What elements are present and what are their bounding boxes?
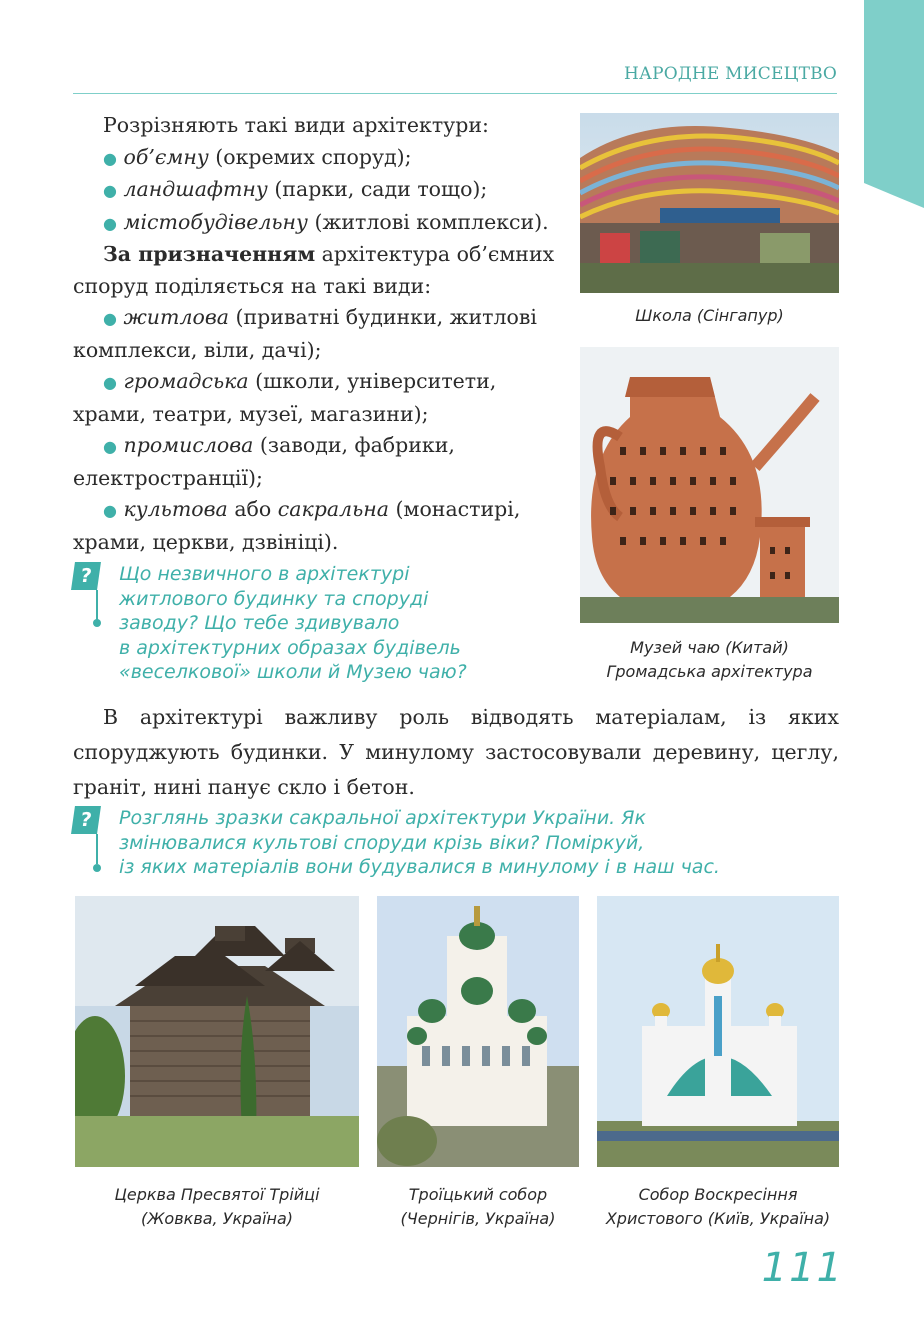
question-box-1 xyxy=(73,562,543,687)
bullet-icon: ● xyxy=(103,437,117,456)
bullet-item: ● житлова (приватні будинки, житлові комплекси, віли, дачі); xyxy=(73,305,537,362)
tea-museum-photo xyxy=(580,347,839,623)
bullet-item: ● громадська (школи, університети, храми, театри, музеї, магазини); xyxy=(73,369,497,426)
header-rule xyxy=(73,93,837,94)
bullet-icon: ● xyxy=(103,213,117,233)
question-text-2: Розглянь зразки сакральної архітектури України. Як змінювалися культові споруди крізь віки? Поміркуй, із яких матеріалів вони будувалися в минулому і в наш час. xyxy=(119,807,720,878)
bullet-item: ● культова або сакральна (монастирі, храми, церкви, дзвініці). xyxy=(73,497,521,554)
caption-trinity-cathedral: Троїцький собор (Чернігів, Україна) xyxy=(400,1185,556,1228)
bullet-icon: ● xyxy=(103,181,117,200)
running-head: НАРОДНЕ МИСЕЦТВО xyxy=(624,64,837,84)
intro-line: Розрізняють такі види архітектури: xyxy=(103,113,489,137)
question-mark-icon: ? xyxy=(71,806,101,834)
bullet-icon: ● xyxy=(103,309,117,328)
question-line xyxy=(96,834,98,864)
trinity-cathedral-photo xyxy=(377,896,579,1167)
intro-text xyxy=(73,110,557,558)
bullet-item: ● містобудівельну (житлові комплекси). xyxy=(103,209,549,234)
bullet-item: ● промислова (заводи, фабрики, електространції); xyxy=(73,433,455,490)
caption-wooden-church: Церква Пресвятої Трійці (Жовква, Україна) xyxy=(114,1185,320,1228)
school-singapore-photo xyxy=(580,113,839,293)
bullet-item: ● ландшафтну (парки, сади тощо); xyxy=(103,177,488,201)
bullet-icon: ● xyxy=(103,373,117,392)
bullet-icon: ● xyxy=(103,148,117,168)
page-number: 111 xyxy=(761,1245,844,1291)
question-text-1: Що незвичного в архітектурі житлового будинку та споруді заводу? Що тебе здивувало в архітектурних образах будівель «веселкової» школи й Музею чаю? xyxy=(119,563,467,683)
purpose-paragraph: За призначенням архітектура об’ємних споруд поділяється на такі види: xyxy=(73,242,555,298)
wooden-church-photo xyxy=(75,896,359,1167)
resurrection-cathedral-photo xyxy=(597,896,839,1167)
bullet-item: ● об’ємну (окремих споруд); xyxy=(103,144,412,169)
chapter-tab xyxy=(864,0,924,208)
question-box-2 xyxy=(73,806,843,881)
question-mark-icon: ? xyxy=(71,562,101,590)
caption-tea-museum: Музей чаю (Китай) Громадська архітектура xyxy=(606,638,813,681)
caption-resurrection-cathedral: Собор Воскресіння Христового (Київ, Україна) xyxy=(605,1185,831,1228)
question-line xyxy=(96,590,98,620)
bullet-icon: ● xyxy=(103,501,117,520)
caption-school: Школа (Сінгапур) xyxy=(635,306,784,325)
question-dot xyxy=(93,864,101,872)
materials-paragraph: В архітектурі важливу роль відводять матеріалам, із яких споруджують будинки. У минулому застосовували деревину, цеглу, граніт, нині панує скло і бетон. xyxy=(73,705,839,799)
question-dot xyxy=(93,619,101,627)
